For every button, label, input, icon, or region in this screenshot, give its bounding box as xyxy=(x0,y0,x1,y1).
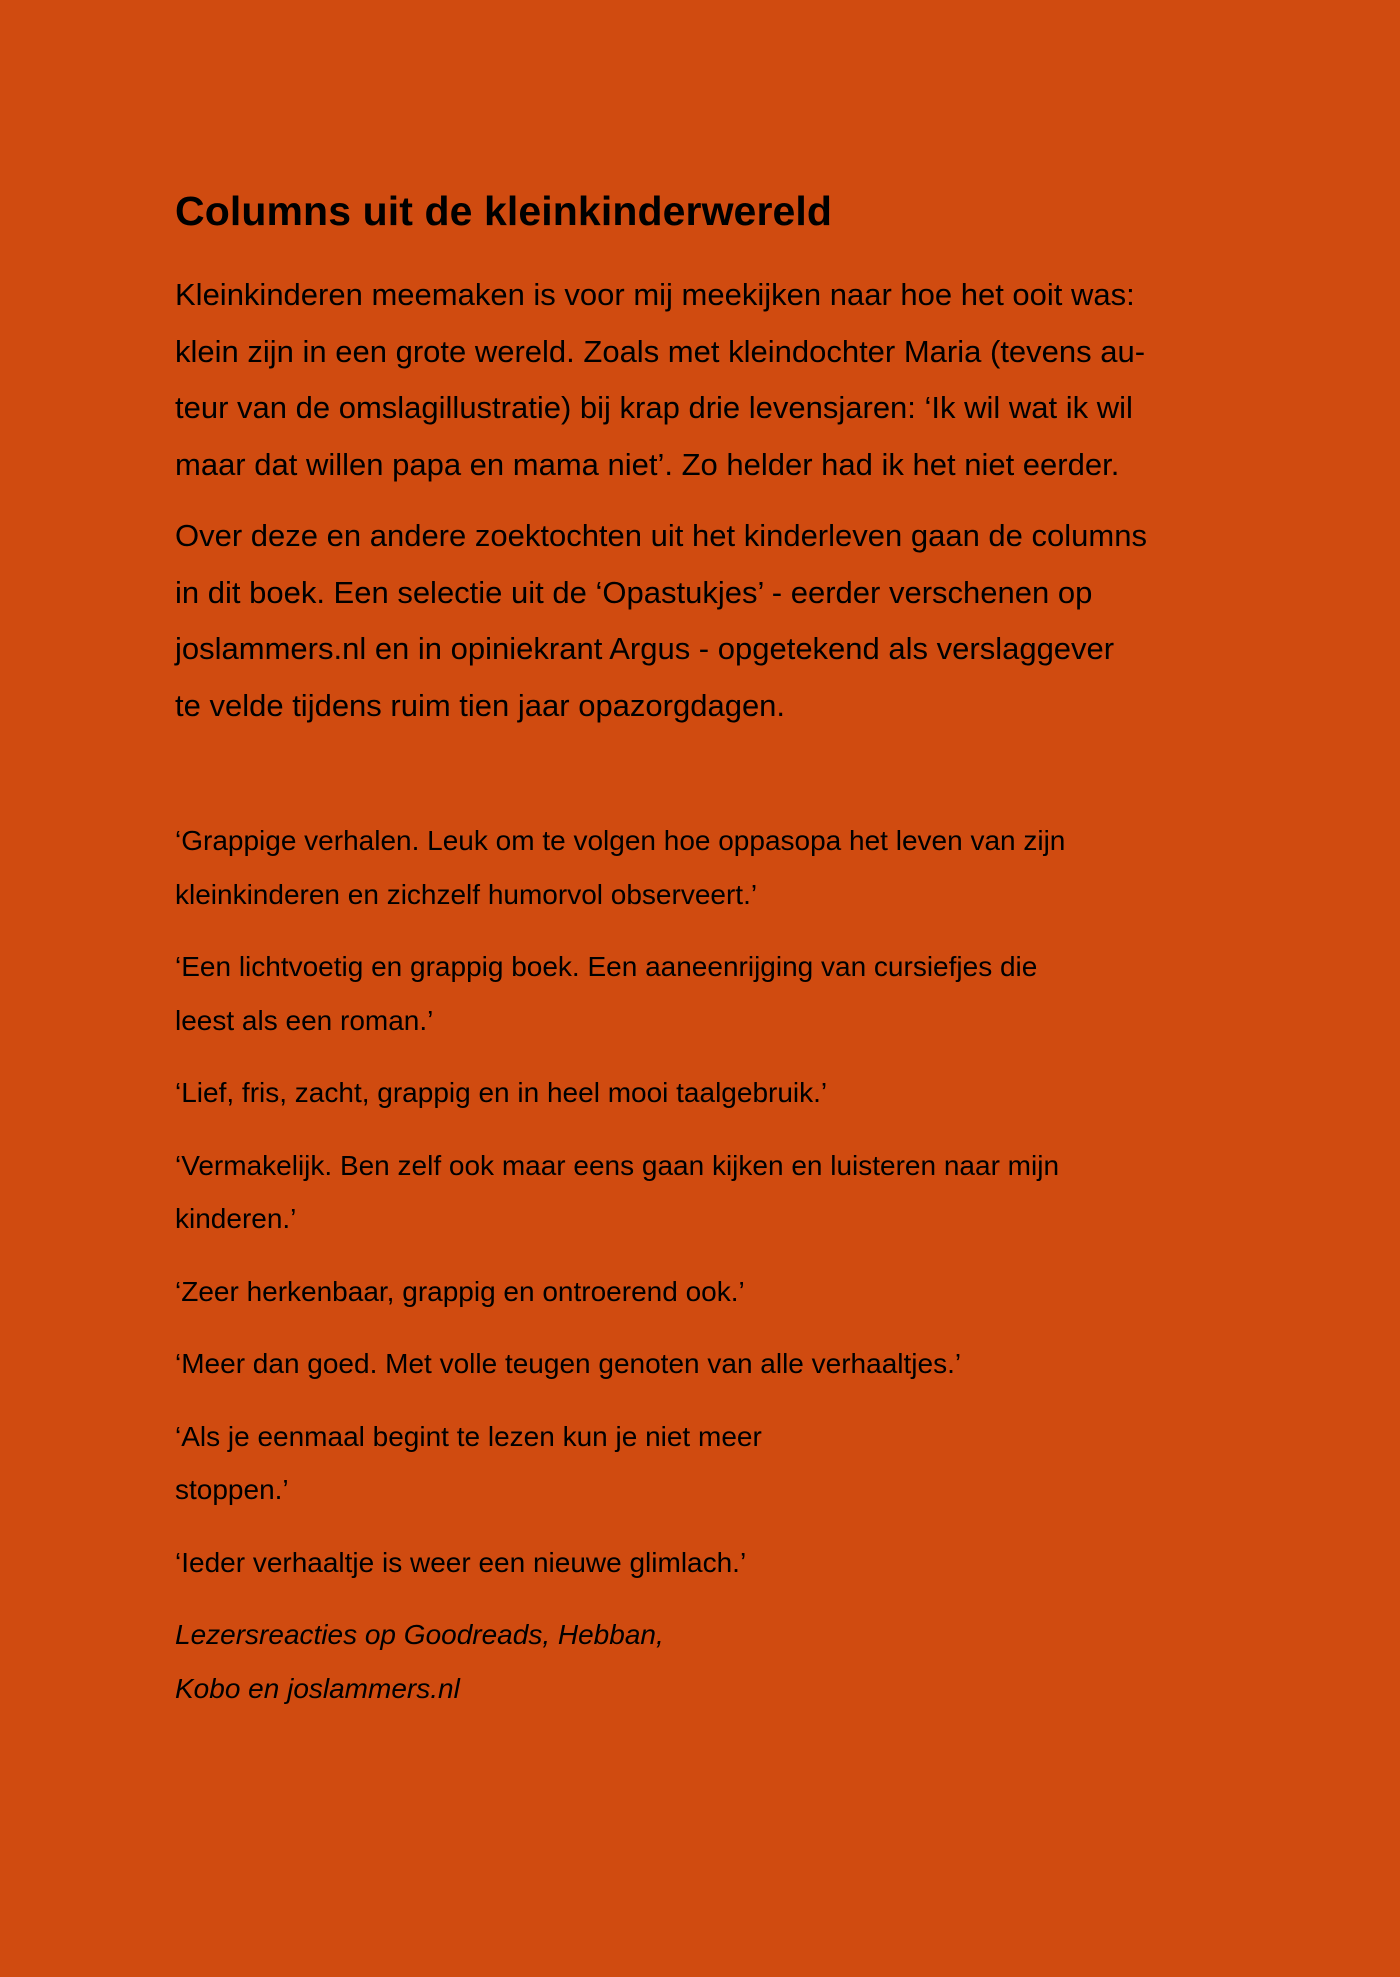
intro-line: klein zijn in een grote wereld. Zoals met kleindochter Maria (tevens au- xyxy=(175,333,1146,369)
quote-line: ‘Grappige verhalen. Leuk om te volgen hoe oppasopa het leven van zijn xyxy=(175,825,1066,856)
intro-section xyxy=(175,267,1255,734)
reader-quote xyxy=(175,1536,1255,1590)
reader-quote xyxy=(175,1337,1255,1391)
quote-line: stoppen.’ xyxy=(175,1474,289,1505)
quote-line: ‘Als je eenmaal begint te lezen kun je niet meer xyxy=(175,1420,762,1452)
reader-quote xyxy=(175,940,1255,1047)
cover-text-block xyxy=(175,185,1255,1743)
quote-line: ‘Een lichtvoetig en grappig boek. Een aaneenrijging van cursiefjes die xyxy=(175,951,1038,982)
quote-line: kleinkinderen en zichzelf humorvol observeert.’ xyxy=(175,878,758,910)
reader-quote xyxy=(175,1265,1255,1319)
reader-quotes xyxy=(175,814,1255,1715)
intro-line: teur van de omslagillustratie) bij krap drie levensjaren: ‘Ik wil wat ik wil xyxy=(175,390,1133,425)
quote-line: leest als een roman.’ xyxy=(175,1004,434,1036)
reader-quote xyxy=(175,814,1255,921)
book-title: Columns uit de kleinkinderwereld xyxy=(175,188,833,234)
intro-line: in dit boek. Een selectie uit de ‘Opastukjes’ - eerder verschenen op xyxy=(175,574,1093,610)
intro-line: Over deze en andere zoektochten uit het kinderleven gaan de columns xyxy=(175,518,1147,553)
reader-quote xyxy=(175,1410,1255,1517)
source-line: Kobo en joslammers.nl xyxy=(175,1672,460,1704)
intro-line: Kleinkinderen meemaken is voor mij meekijken naar hoe het ooit was: xyxy=(175,277,1135,312)
intro-line: maar dat willen papa en mama niet’. Zo helder had ik het niet eerder. xyxy=(175,446,1120,482)
quote-line: ‘Meer dan goed. Met volle teugen genoten van alle verhaaltjes.’ xyxy=(175,1348,962,1379)
reader-quote xyxy=(175,1139,1255,1246)
intro-paragraph xyxy=(175,267,1255,493)
quote-line: ‘Vermakelijk. Ben zelf ook maar eens gaan kijken en luisteren naar mijn xyxy=(175,1149,1060,1181)
source-line: Lezersreacties op Goodreads, Hebban, xyxy=(175,1619,664,1650)
quote-line: ‘Lief, fris, zacht, grappig en in heel mooi taalgebruik.’ xyxy=(175,1077,828,1108)
quote-line: kinderen.’ xyxy=(175,1203,297,1234)
intro-line: te velde tijdens ruim tien jaar opazorgdagen. xyxy=(175,687,786,723)
intro-line: joslammers.nl en in opiniekrant Argus - opgetekend als verslaggever xyxy=(175,631,1115,666)
quote-line: ‘Ieder verhaaltje is weer een nieuwe glimlach.’ xyxy=(175,1546,747,1578)
quote-line: ‘Zeer herkenbaar, grappig en ontroerend ook.’ xyxy=(175,1275,745,1307)
intro-paragraph xyxy=(175,508,1255,734)
quote-source xyxy=(175,1608,1255,1715)
reader-quote xyxy=(175,1066,1255,1120)
